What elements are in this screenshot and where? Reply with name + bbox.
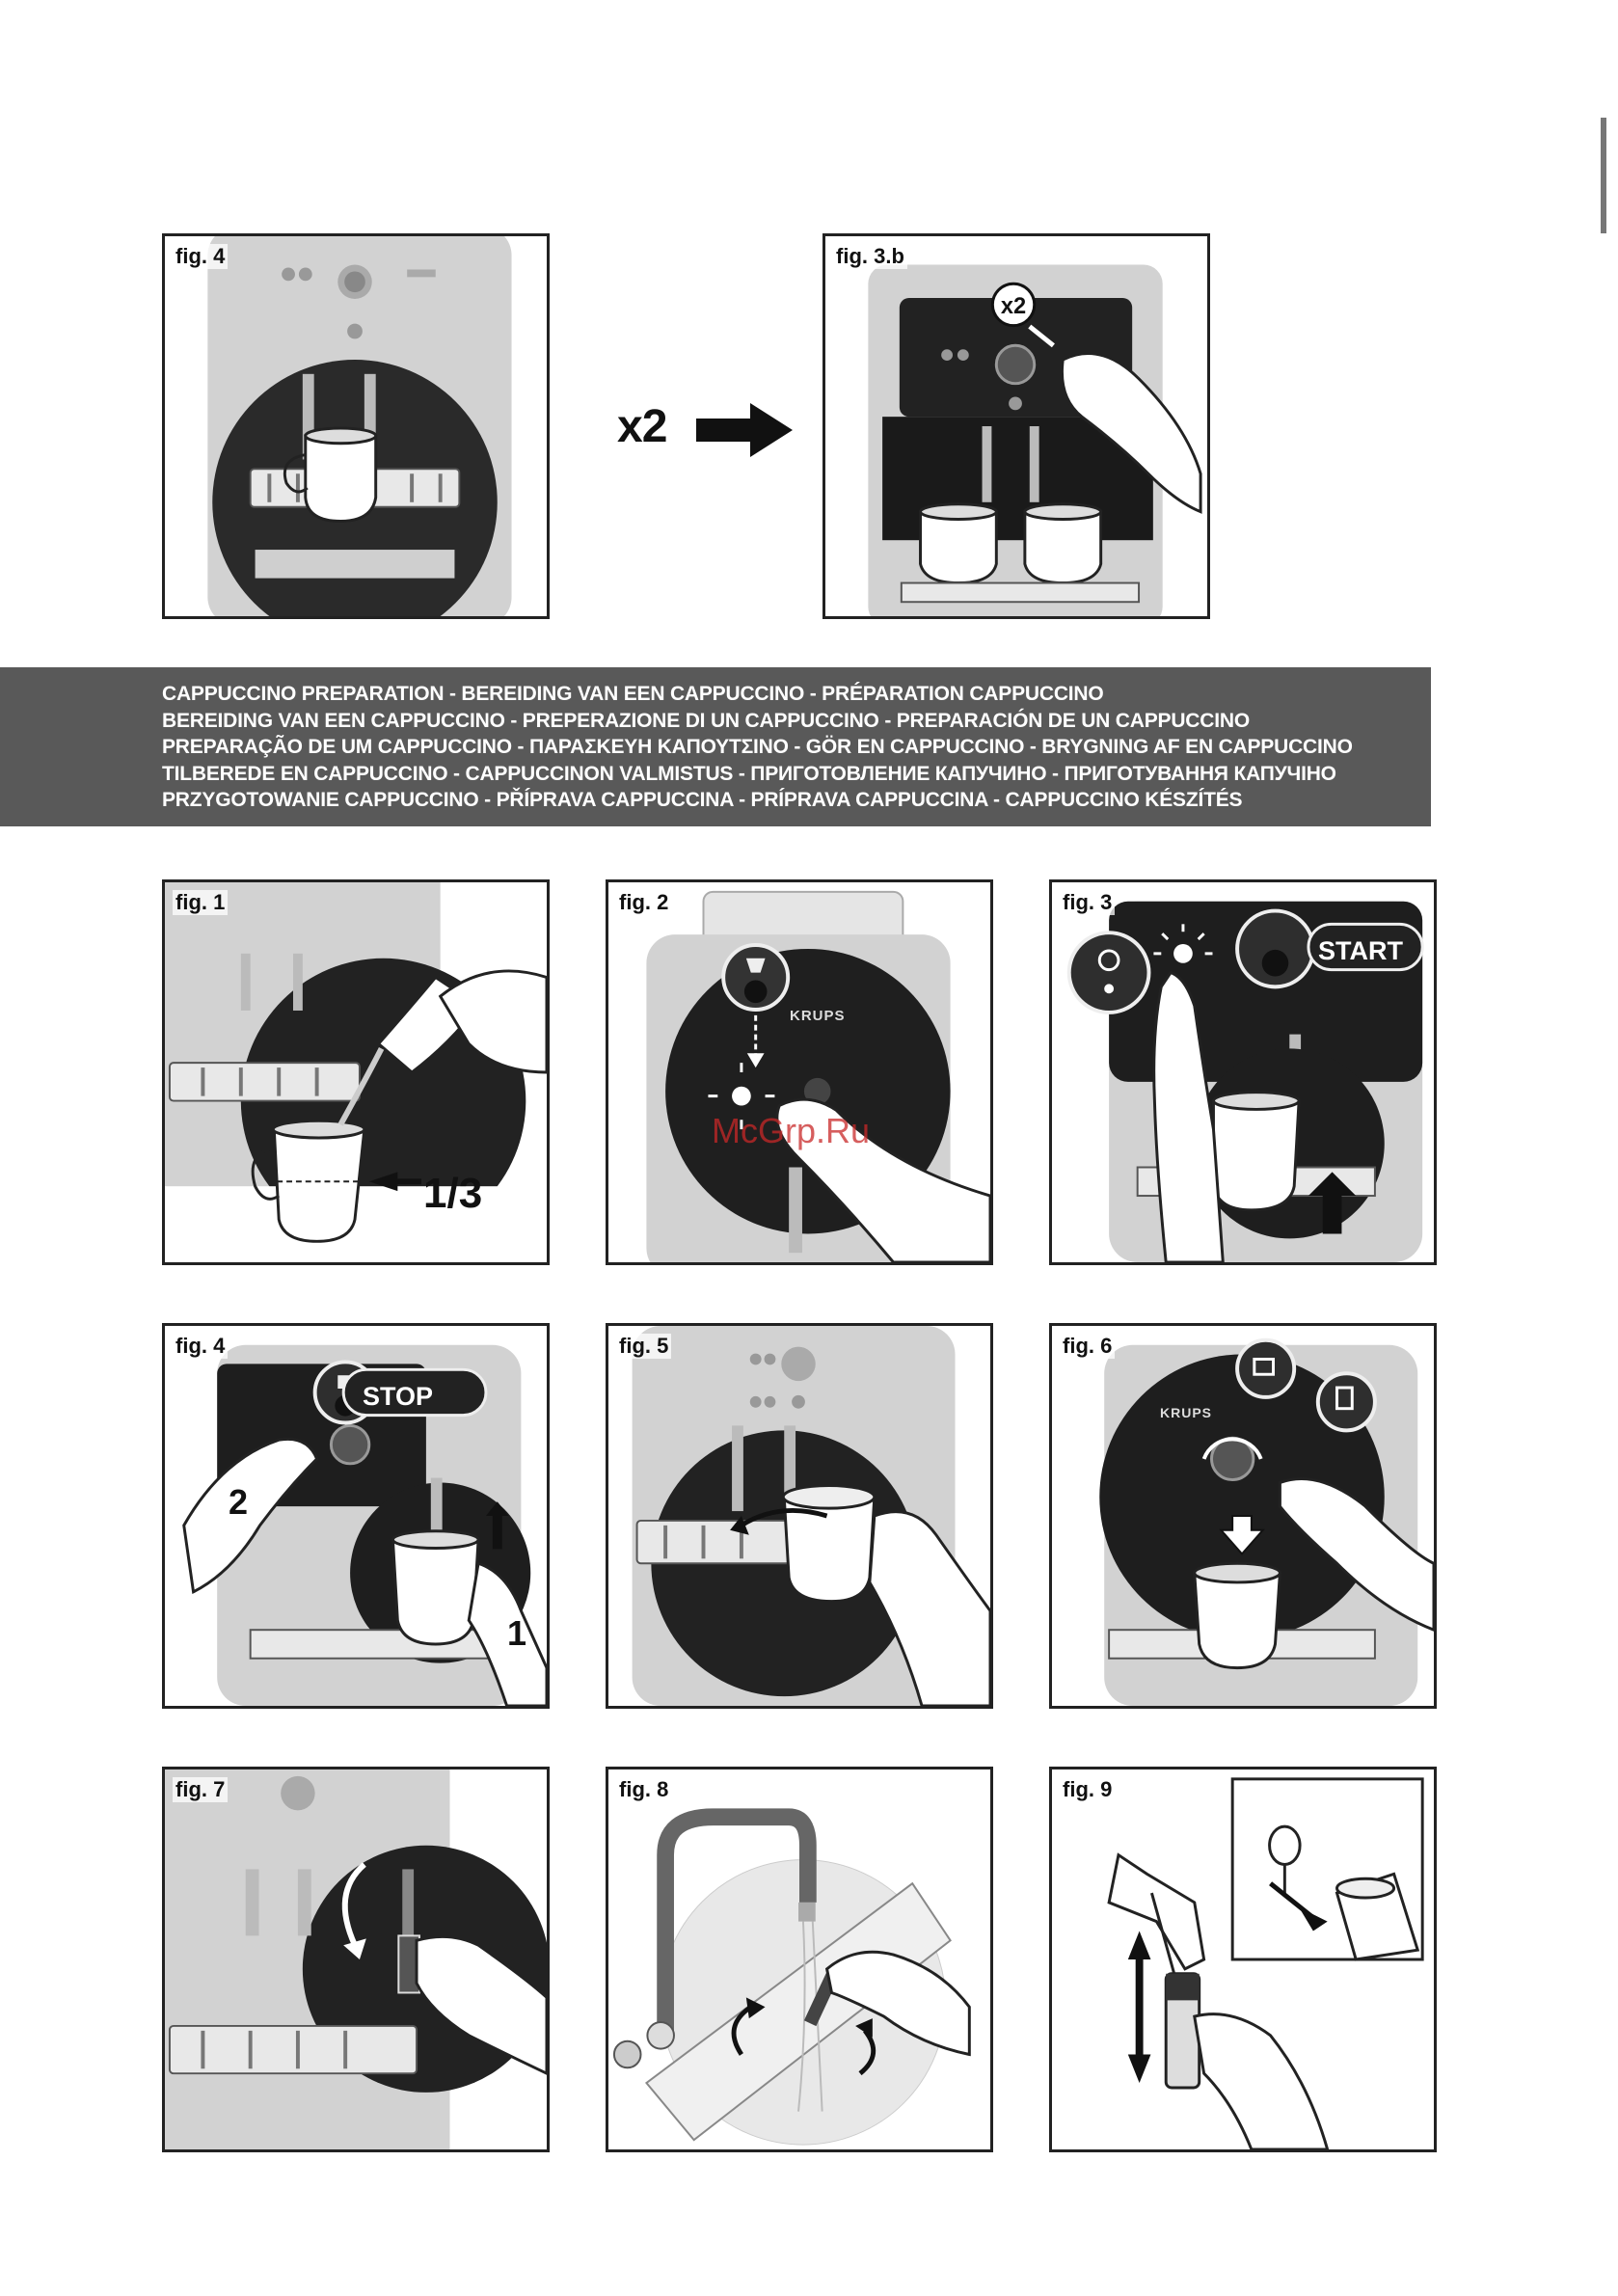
figure-label: fig. 3 bbox=[1060, 890, 1115, 915]
figure-panel-1 bbox=[162, 879, 550, 1265]
figure-panel-top-right bbox=[822, 233, 1210, 619]
title-line: CAPPUCCINO PREPARATION - BEREIDING VAN EEN CAPPUCCINO - PRÉPARATION CAPPUCCINO bbox=[162, 683, 1104, 705]
page-edge-mark bbox=[1601, 118, 1606, 233]
figure-label: fig. 5 bbox=[616, 1334, 671, 1359]
select-cup-size-illustration bbox=[1052, 1326, 1434, 1706]
figure-panel-7 bbox=[162, 1767, 550, 2152]
stop-button: STOP bbox=[363, 1382, 434, 1411]
krups-logo: KRUPS bbox=[1160, 1405, 1213, 1420]
krups-logo: KRUPS bbox=[790, 1008, 846, 1024]
rinse-frother-illustration bbox=[608, 1769, 990, 2149]
step-number-2: 2 bbox=[229, 1482, 249, 1522]
figure-label: fig. 9 bbox=[1060, 1777, 1115, 1802]
step-number-1: 1 bbox=[507, 1613, 527, 1653]
title-line: BEREIDING VAN EEN CAPPUCCINO - PREPERAZIONE DI UN CAPPUCCINO - PREPARACIÓN DE UN CAPPUCCINO bbox=[162, 709, 1250, 732]
figure-panel-5 bbox=[606, 1323, 993, 1709]
figure-label: fig. 3.b bbox=[833, 244, 907, 269]
figure-label: fig. 7 bbox=[173, 1777, 228, 1802]
figure-label: fig. 1 bbox=[173, 890, 228, 915]
figure-label: fig. 6 bbox=[1060, 1334, 1115, 1359]
figure-panel-4 bbox=[162, 1323, 550, 1709]
select-steam-illustration bbox=[608, 882, 990, 1262]
title-line: PREPARAÇÃO DE UM CAPPUCCINO - ΠΑΡΑΣΚΕΥΗ ΚΑΠΟΥΤΣΙΝΟ - GÖR EN CAPPUCCINO - BRYGNING AF EN CAPPUCCINO bbox=[162, 736, 1353, 759]
coffee-machine-single-cup-illustration bbox=[165, 236, 547, 616]
figure-panel-top-left bbox=[162, 233, 550, 619]
figure-panel-9 bbox=[1049, 1767, 1437, 2152]
title-line: PRZYGOTOWANIE CAPPUCCINO - PŘÍPRAVA CAPPUCCINA - PRÍPRAVA CAPPUCCINA - CAPPUCCINO KÉSZÍTÉS bbox=[162, 789, 1243, 812]
swirl-cup-illustration bbox=[608, 1326, 990, 1706]
press-stop-illustration bbox=[165, 1326, 547, 1706]
repeat-count-label: x2 bbox=[617, 401, 667, 452]
start-button: START bbox=[1318, 936, 1403, 965]
figure-panel-6 bbox=[1049, 1323, 1437, 1709]
right-arrow-icon bbox=[696, 403, 795, 457]
figure-label: fig. 4 bbox=[173, 1334, 228, 1359]
figure-label: fig. 2 bbox=[616, 890, 671, 915]
clean-frother-illustration bbox=[1052, 1769, 1434, 2149]
title-line: TILBEREDE EN CAPPUCCINO - CAPPUCCINON VALMISTUS - ПРИГОТОВЛЕНИЕ КАПУЧИНО - ПРИГОТУВАННЯ КАПУЧІНО bbox=[162, 762, 1336, 785]
figure-label: fig. 4 bbox=[173, 244, 228, 269]
one-third-callout: 1/3 bbox=[423, 1170, 483, 1217]
watermark: McGrp.Ru bbox=[712, 1111, 871, 1150]
remove-frother-illustration bbox=[165, 1769, 547, 2149]
figure-label: fig. 8 bbox=[616, 1777, 671, 1802]
figure-panel-2 bbox=[606, 879, 993, 1265]
coffee-machine-double-cup-illustration bbox=[825, 236, 1207, 616]
section-title bbox=[162, 681, 1416, 814]
figure-panel-8 bbox=[606, 1767, 993, 2152]
pour-milk-illustration bbox=[165, 882, 547, 1262]
figure-panel-3 bbox=[1049, 879, 1437, 1265]
x2-badge: x2 bbox=[1000, 293, 1027, 319]
